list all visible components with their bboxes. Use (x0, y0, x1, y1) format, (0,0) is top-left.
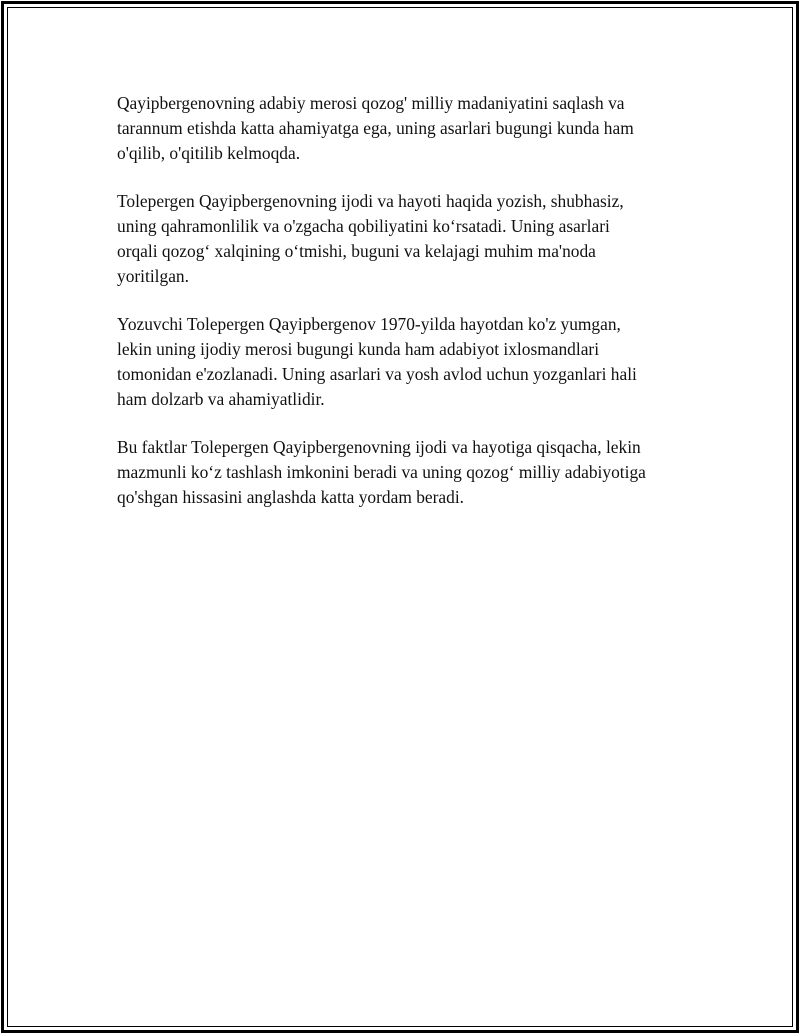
paragraph-3: Yozuvchi Tolepergen Qayipbergenov 1970-yilda hayotdan ko'z yumgan, lekin uning ijodiy merosi bugungi kunda ham adabiyot ixlosmandlari tomonidan e'zozlanadi. Uning asarlari va yosh avlod uchun yozganlari hali ham dolzarb va ahamiyatlidir. (117, 314, 637, 409)
paragraph-2: Tolepergen Qayipbergenovning ijodi va hayoti haqida yozish, shubhasiz, uning qahramonlilik va o'zgacha qobiliyatini ko‘rsatadi. Uning asarlari orqali qozog‘ xalqining o‘tmishi, buguni va kelajagi muhim ma'noda yoritilgan. (117, 191, 624, 286)
document-body (117, 91, 697, 533)
paragraph-1: Qayipbergenovning adabiy merosi qozog' milliy madaniyatini saqlash va tarannum etishda katta ahamiyatga ega, uning asarlari bugungi kunda ham o'qilib, o'qitilib kelmoqda. (117, 93, 634, 163)
paragraph-4: Bu faktlar Tolepergen Qayipbergenovning ijodi va hayotiga qisqacha, lekin mazmunli ko‘z tashlash imkonini beradi va uning qozog‘ milliy adabiyotiga qo'shgan hissasini anglashda katta yordam beradi. (117, 437, 646, 507)
